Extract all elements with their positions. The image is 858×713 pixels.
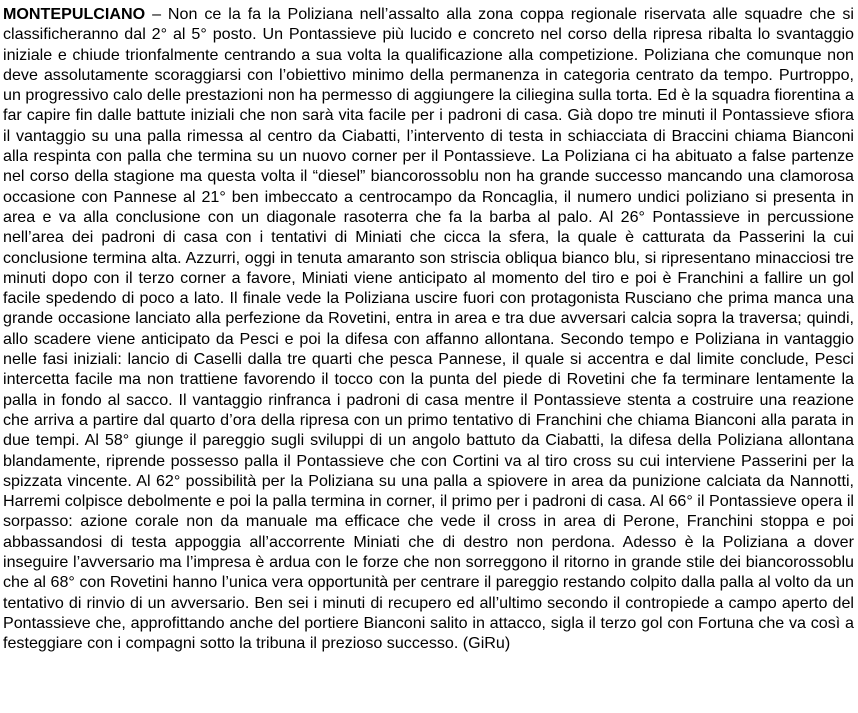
article-paragraph [3,4,854,654]
dateline: MONTEPULCIANO [3,5,146,23]
article-body: – Non ce la fa la Poliziana nell’assalto alla zona coppa regionale riservata alle squadre che si classificheranno dal 2° al 5° posto. Un Pontassieve più lucido e concreto nel corso della ripresa ribalta lo svantaggio iniziale e chiude trionfalmente centrando a sua volta la qualificazione alla competizione. Poliziana che comunque non deve assolutamente scoraggiarsi con l’obiettivo minimo della permanenza in categoria centrato da tempo. Purtroppo, un progressivo calo delle prestazioni non ha permesso di aggiungere la ciliegina sulla torta. Ed è la squadra fiorentina a far capire fin dalle battute iniziali che non sarà vita facile per i padroni di casa. Già dopo tre minuti il Pontassieve sfiora il vantaggio su una palla rimessa al centro da Ciabatti, l’intervento di testa in schiacciata di Braccini chiama Bianconi alla respinta con palla che termina su un nuovo corner per il Pontassieve. La Poliziana ci ha abituato a false partenze nel corso della stagione ma questa volta il “diesel” biancorossoblu non ha grande successo mancando una clamorosa occasione con Pannese al 21° ben imbeccato a centrocampo da Roncaglia, il numero undici poliziano si presenta in area e va alla conclusione con un diagonale rasoterra che fa la barba al palo. Al 26° Pontassieve in percussione nell’area dei padroni di casa con i tentativi di Miniati che cicca la sfera, la quale è catturata da Passerini la cui conclusione termina alta. Azzurri, oggi in tenuta amaranto son striscia obliqua bianco blu, si ripresentano minacciosi tre minuti dopo con il terzo corner a favore, Miniati viene anticipato al momento del tiro e poi è Franchini a fallire un gol facile spedendo di poco a lato. Il finale vede la Poliziana uscire fuori con protagonista Rusciano che prima manca una grande occasione lanciato alla perfezione da Rovetini, entra in area e tra due avversari calcia sopra la traversa; quindi, allo scadere viene anticipato da Pesci e poi la difesa con affanno allontana. Secondo tempo e Poliziana in vantaggio nelle fasi iniziali: lancio di Caselli dalla tre quarti che pesca Pannese, il quale si accentra e dal limite conclude, Pesci intercetta facile ma non trattiene favorendo il tocco con la punta del piede di Rovetini che fa terminare lentamente la palla in fondo al sacco. Il vantaggio rinfranca i padroni di casa mentre il Pontassieve stenta a costruire una reazione che arriva a partire dal quarto d’ora della ripresa con un primo tentativo di Franchini che chiama Bianconi alla parata in due tempi. Al 58° giunge il pareggio sugli sviluppi di un angolo battuto da Ciabatti, la difesa della Poliziana allontana blandamente, riprende possesso palla il Pontassieve che con Cortini va al tiro cross su cui interviene Passerini per la spizzata vincente. Al 62° possibilità per la Poliziana su una palla a spiovere in area da punizione calciata da Nannotti, Harremi colpisce debolmente e poi la palla termina in corner, il primo per i padroni di casa. Al 66° il Pontassieve opera il sorpasso: azione corale non da manuale ma efficace che vede il cross in area di Perone, Franchini stoppa e poi abbassandosi di testa appoggia all’accorrente Miniati che di destro non perdona. Adesso è la Poliziana a dover inseguire l’avversario ma l’impresa è ardua con le forze che non sorreggono il ritorno in grande stile dei biancorossoblu che al 68° con Rovetini hanno l’unica vera opportunità per centrare il pareggio restando colpito dalla palla al volto da un tentativo di rinvio di un avversario. Ben sei i minuti di recupero ed all’ultimo secondo il contropiede a campo aperto del Pontassieve che, approfittando anche del portiere Bianconi salito in attacco, sigla il terzo gol con Fortuna che va così a festeggiare con i compagni sotto la tribuna il prezioso successo. (GiRu) [3,5,854,653]
